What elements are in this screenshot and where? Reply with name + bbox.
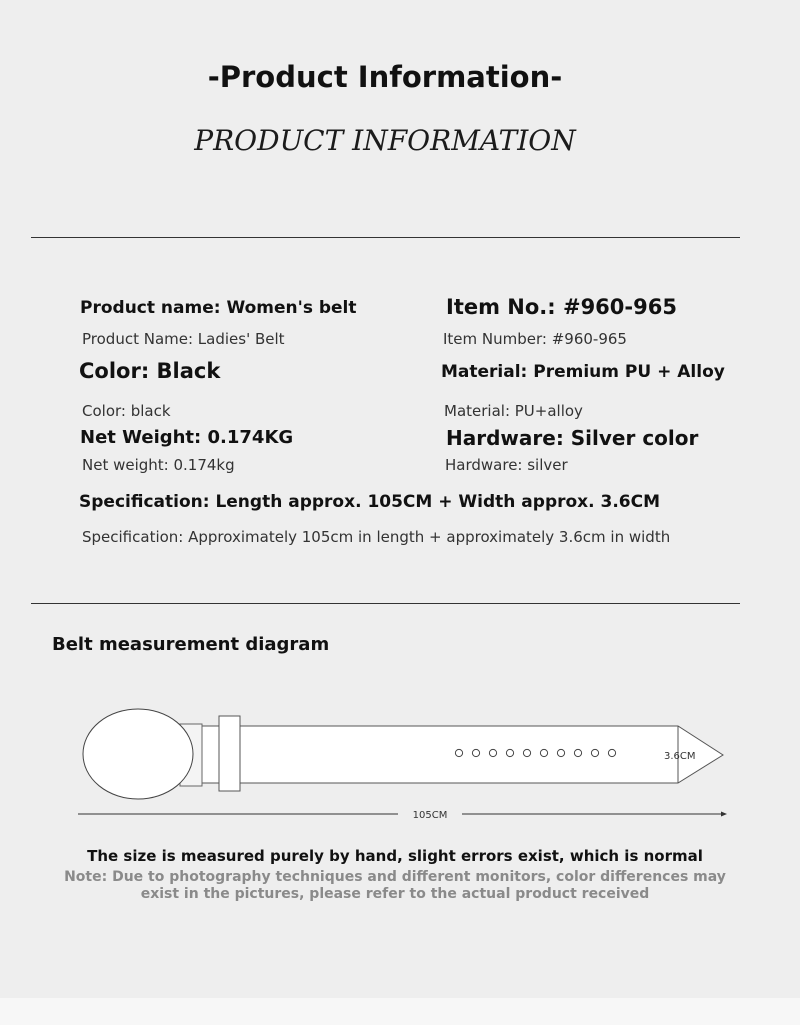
belt-hole bbox=[557, 749, 564, 756]
belt-hole bbox=[506, 749, 513, 756]
length-label: 105CM bbox=[412, 810, 448, 821]
net-weight-label: Net Weight: 0.174KG bbox=[80, 427, 294, 448]
specification-value: Specification: Approximately 105cm in length + approximately 3.6cm in width bbox=[82, 528, 671, 546]
belt-hole bbox=[540, 749, 547, 756]
belt-diagram bbox=[0, 690, 800, 830]
belt-keeper bbox=[219, 716, 240, 791]
item-no-value: Item Number: #960-965 bbox=[443, 330, 627, 348]
divider-bottom bbox=[31, 603, 740, 604]
hardware-label: Hardware: Silver color bbox=[446, 426, 699, 450]
material-label: Material: Premium PU + Alloy bbox=[441, 362, 725, 382]
divider-top bbox=[31, 237, 740, 238]
bottom-strip bbox=[0, 998, 800, 1025]
material-value: Material: PU+alloy bbox=[444, 402, 583, 420]
arrow-right-icon bbox=[721, 812, 727, 817]
belt-hole bbox=[608, 749, 615, 756]
item-no-label: Item No.: #960-965 bbox=[446, 295, 677, 319]
belt-hole bbox=[523, 749, 530, 756]
hardware-value: Hardware: silver bbox=[445, 456, 568, 474]
product-name-label: Product name: Women's belt bbox=[80, 298, 357, 318]
page-subtitle: PRODUCT INFORMATION bbox=[194, 124, 576, 157]
measurement-note: The size is measured purely by hand, slight errors exist, which is normal bbox=[87, 847, 703, 865]
disclaimer-note: Note: Due to photography techniques and different monitors, color differences may exist in the pictures, please refer to the actual product received bbox=[64, 869, 726, 902]
color-value: Color: black bbox=[82, 402, 171, 420]
diagram-title: Belt measurement diagram bbox=[52, 634, 330, 655]
color-label: Color: Black bbox=[79, 359, 221, 383]
belt-hole bbox=[591, 749, 598, 756]
belt-hole bbox=[489, 749, 496, 756]
product-name-value: Product Name: Ladies' Belt bbox=[82, 330, 285, 348]
net-weight-value: Net weight: 0.174kg bbox=[82, 456, 235, 474]
belt-hole bbox=[574, 749, 581, 756]
buckle-icon bbox=[83, 709, 193, 799]
width-label: 3.6CM bbox=[664, 751, 696, 762]
belt-hole bbox=[455, 749, 462, 756]
specification-label: Specification: Length approx. 105CM + Width approx. 3.6CM bbox=[79, 492, 661, 512]
page-title: -Product Information- bbox=[207, 60, 563, 94]
belt-hole bbox=[472, 749, 479, 756]
